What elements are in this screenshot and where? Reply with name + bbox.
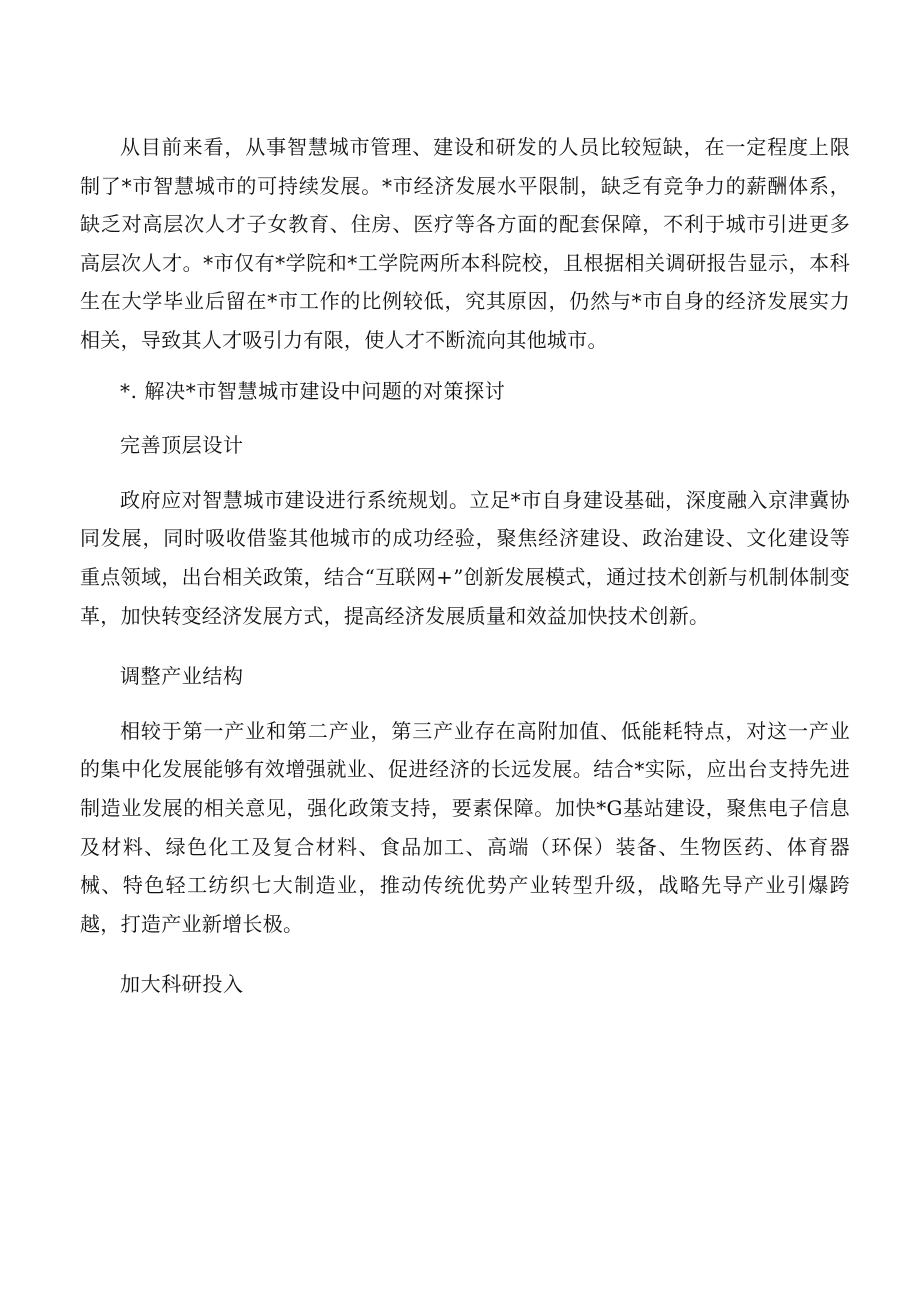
subheading-industrial-structure: 调整产业结构 [120, 664, 244, 689]
document-body [80, 128, 850, 1004]
paragraph-system-planning: 政府应对智慧城市建设进行系统规划。立足*市自身建设基础，深度融入京津冀协同发展，同时吸收借鉴其他城市的成功经验，聚焦经济建设、政治建设、文化建设等重点领域，出台相关政策，结合“互联网+”创新发展模式，通过技术创新与机制体制变革，加快转变经济发展方式，提高经济发展质量和效益加快技术创新。 [80, 487, 850, 628]
subheading-top-level-design: 完善顶层设计 [120, 433, 244, 458]
subheading-research-investment: 加大科研投入 [120, 972, 244, 997]
spacer [80, 465, 850, 481]
spacer [80, 696, 850, 712]
spacer [80, 360, 850, 372]
spacer [80, 410, 850, 426]
paragraph-tertiary-industry: 相较于第一产业和第二产业，第三产业存在高附加值、低能耗特点，对这一产业的集中化发展能够有效增强就业、促进经济的长远发展。结合*实际，应出台支持先进制造业发展的相关意见，强化政策支持，要素保障。加快*G基站建设，聚焦电子信息及材料、绿色化工及复合材料、食品加工、高端（环保）装备、生物医药、体育器械、特色轻工纺织七大制造业，推动传统优势产业转型升级，战略先导产业引爆跨越，打造产业新增长极。 [80, 718, 850, 936]
spacer [80, 943, 850, 965]
section-heading-countermeasures: *. 解决*市智慧城市建设中问题的对策探讨 [120, 378, 506, 403]
paragraph-talent-shortage: 从目前来看，从事智慧城市管理、建设和研发的人员比较短缺，在一定程度上限制了*市智慧城市的可持续发展。*市经济发展水平限制，缺乏有竞争力的薪酬体系，缺乏对高层次人才子女教育、住房、医疗等各方面的配套保障，不利于城市引进更多高层次人才。*市仅有*学院和*工学院两所本科院校，且根据相关调研报告显示，本科生在大学毕业后留在*市工作的比例较低，究其原因，仍然与*市自身的经济发展实力相关，导致其人才吸引力有限，使人才不断流向其他城市。 [80, 135, 850, 352]
spacer [80, 635, 850, 657]
